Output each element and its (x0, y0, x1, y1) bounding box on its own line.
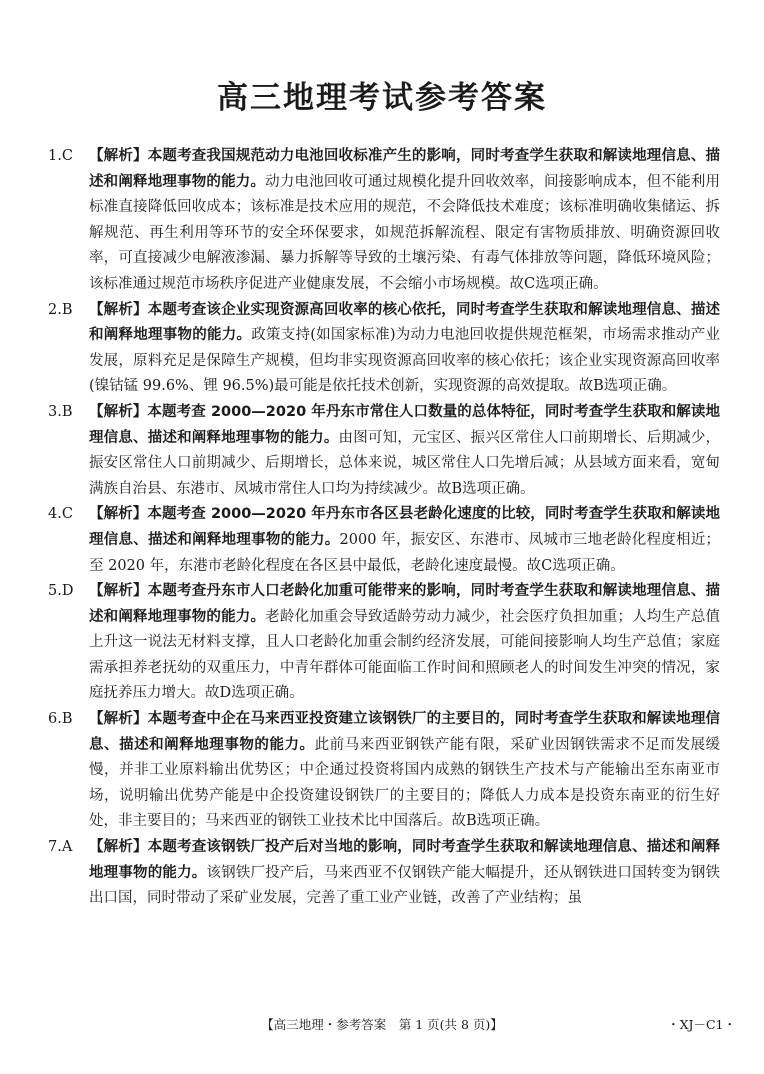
analysis-body: 老龄化加重会导致适龄劳动力减少，社会医疗负担加重；人均生产总值上升这一说法无材料支撑，且人口老龄化加重会制约经济发展，可能间接影响人均生产总值；家庭需承担养老抚幼的双重压力，中青年群体可能面临工作时间和照顾老人的时间发生冲突的情况，家庭抚养压力增大。故D选项正确。 (89, 608, 721, 702)
analysis-heading: 【解析】本题考查丹东市人口老龄化加重可能带来的影响，同时考查学生获取和解读地理信息、描述和阐释地理事物的能力。 (89, 583, 720, 625)
answer-number: 5.D (48, 583, 74, 600)
answer-number: 6.B (48, 711, 73, 728)
footer-page-info: 【高三地理・参考答案 第 1 页(共 8 页)】 (261, 1017, 503, 1032)
answer-item (48, 502, 720, 579)
answer-number: 3.B (48, 403, 73, 420)
analysis-heading: 【解析】本题考查中企在马来西亚投资建立该钢铁厂的主要目的，同时考查学生获取和解读地理信息、描述和阐释地理事物的能力。 (89, 711, 720, 753)
answer-item (48, 298, 720, 400)
analysis-heading: 【解析】本题考查 2000—2020 年丹东市各区县老龄化速度的比较，同时考查学生获取和解读地理信息、描述和阐释地理事物的能力。 (89, 506, 720, 548)
analysis-body: 该钢铁厂投产后，马来西亚不仅钢铁产能大幅提升，还从钢铁进口国转变为钢铁出口国，同时带动了采矿业发展，完善了重工业产业链，改善了产业结构；虽 (89, 864, 721, 907)
analysis-heading: 【解析】本题考查我国规范动力电池回收标准产生的影响，同时考查学生获取和解读地理信息、描述和阐释地理事物的能力。 (89, 148, 720, 190)
answer-item (48, 144, 720, 298)
answer-list (48, 144, 720, 912)
footer-exam-code: ・XJ－C1・ (667, 1017, 736, 1032)
analysis-body: 2000 年，振安区、东港市、凤城市三地老龄化程度相近；至 2020 年，东港市老龄化程度在各区县中最低，老龄化速度最慢。故C选项正确。 (89, 531, 720, 574)
analysis-body: 由图可知，元宝区、振兴区常住人口前期增长、后期减少，振安区常住人口前期减少、后期增长，总体来说，城区常住人口先增后减；从县域方面来看，宽甸满族自治县、东港市、凤城市常住人口均为持续减少。故B选项正确。 (89, 429, 721, 497)
answer-item (48, 579, 720, 707)
page-title: 高三地理考试参考答案 (217, 80, 547, 116)
analysis-body: 政策支持(如国家标准)为动力电池回收提供规范框架，市场需求推动产业发展，原料充足是保障生产规模，但均非实现资源高回收率的核心依托；该企业实现资源高回收率(镍钴锰 99.6%、锂 96.5%)最可能是依托技术创新，实现资源的高效提取。故B选项正确。 (89, 327, 720, 395)
answer-number: 2.B (48, 301, 73, 318)
answer-item (48, 835, 720, 912)
answer-item (48, 707, 720, 835)
analysis-heading: 【解析】本题考查 2000—2020 年丹东市常住人口数量的总体特征，同时考查学生获取和解读地理信息、描述和阐释地理事物的能力。 (89, 403, 720, 446)
analysis-body: 此前马来西亚钢铁产能有限，采矿业因钢铁需求不足而发展缓慢，并非工业原料输出优势区；中企通过投资将国内成熟的钢铁生产技术与产能输出至东南亚市场，说明输出优势产能是中企投资建设钢铁厂的主要目的；降低人力成本是投资东南亚的衍生好处，非主要目的；马来西亚的钢铁工业技术比中国落后。故B选项正确。 (89, 736, 721, 830)
answer-item (48, 400, 720, 502)
analysis-heading: 【解析】本题考查该钢铁厂投产后对当地的影响，同时考查学生获取和解读地理信息、描述和阐释地理事物的能力。 (89, 839, 720, 881)
answer-number: 4.C (48, 506, 73, 523)
answer-number: 1.C (48, 148, 73, 164)
analysis-body: 动力电池回收可通过规模化提升回收效率，间接影响成本，但不能利用标准直接降低回收成本；该标准是技术应用的规范，不会降低技术难度；该标准明确收集储运、拆解规范、再生利用等环节的安全环保要求，如规范拆解流程、限定有害物质排放、明确资源回收率，可直接减少电解液渗漏、暴力拆解等导致的土壤污染、有毒气体排放等问题，降低环境风险；该标准通过规范市场秩序促进产业健康发展，不会缩小市场规模。故C选项正确。 (89, 173, 721, 292)
answer-number: 7.A (48, 839, 73, 856)
analysis-heading: 【解析】本题考查该企业实现资源高回收率的核心依托，同时考查学生获取和解读地理信息、描述和阐释地理事物的能力。 (89, 301, 720, 344)
